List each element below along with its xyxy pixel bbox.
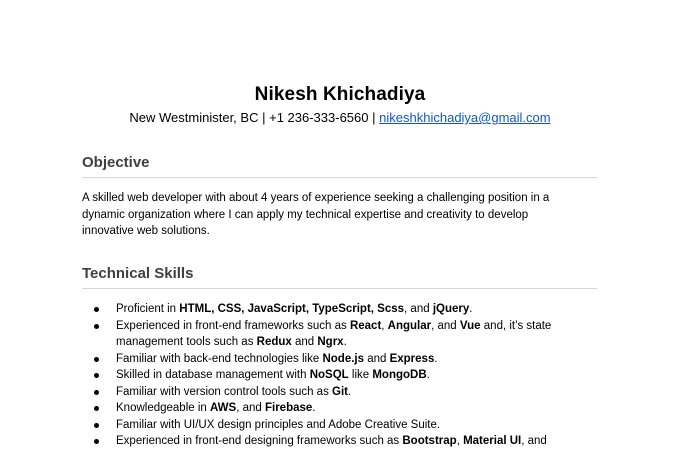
separator: | (372, 110, 376, 125)
technical-skills-heading: Technical Skills (82, 265, 597, 289)
skill-item: Familiar with UI/UX design principles and Adobe Creative Suite. (82, 417, 582, 434)
separator: | (262, 110, 266, 125)
objective-heading: Objective (82, 154, 597, 178)
skill-item: Knowledgeable in AWS, and Firebase. (82, 400, 582, 417)
location-text: New Westminister, BC (129, 110, 259, 125)
skill-item: Familiar with back-end technologies like Node.js and Express. (82, 351, 582, 368)
bullet-icon (94, 324, 99, 329)
skills-list (82, 301, 582, 450)
bullet-icon (94, 423, 99, 428)
skill-item: Skilled in database management with NoSQL like MongoDB. (82, 367, 582, 384)
bullet-icon (94, 357, 99, 362)
skill-item: Familiar with version control tools such as Git. (82, 384, 582, 401)
candidate-name: Nikesh Khichadiya (254, 84, 426, 105)
phone-text: +1 236-333-6560 (269, 110, 369, 125)
skill-item: Experienced in front-end designing frameworks such as Bootstrap, Material UI, and (82, 433, 582, 450)
bullet-icon (94, 307, 99, 312)
objective-text: A skilled web developer with about 4 years of experience seeking a challenging position in a dynamic organization where I can apply my technical expertise and creativity to develop innovative web solutions. (82, 192, 550, 237)
bullet-icon (94, 439, 99, 444)
bullet-icon (94, 390, 99, 395)
skill-item: Proficient in HTML, CSS, JavaScript, TypeScript, Scss, and jQuery. (82, 301, 582, 318)
contact-line (0, 110, 680, 126)
bullet-icon (94, 406, 99, 411)
skill-item: Experienced in front-end frameworks such as React, Angular, and Vue and, it’s state management tools such as Redux and Ngrx. (82, 318, 582, 351)
email-link[interactable]: nikeshkhichadiya@gmail.com (379, 110, 551, 125)
bullet-icon (94, 373, 99, 378)
